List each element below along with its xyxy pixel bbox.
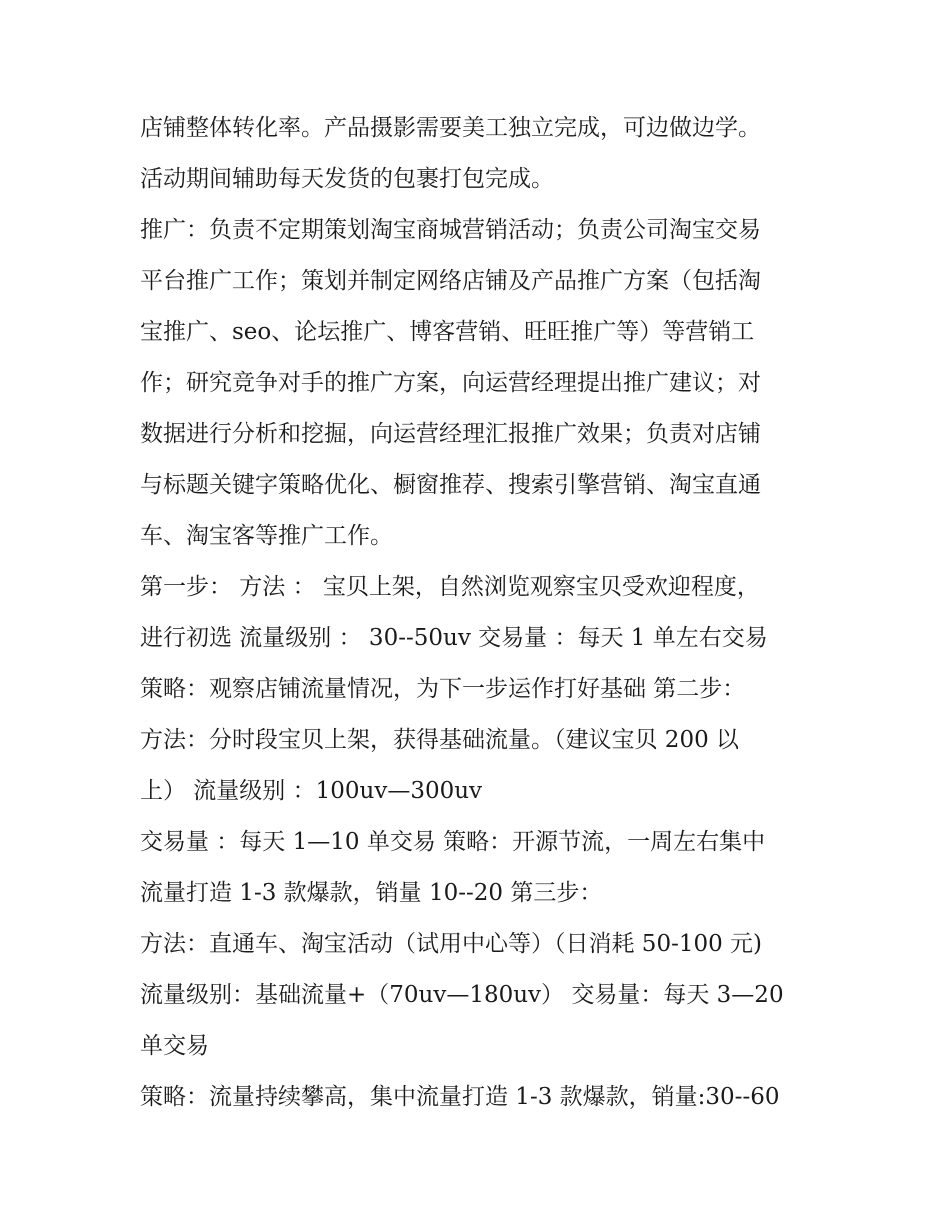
text-line: 进行初选 流量级别 ： 30--50uv 交易量 ：每天 1 单左右交易 <box>140 625 768 651</box>
text-line: 方法：分时段宝贝上架，获得基础流量。（建议宝贝 200 以 <box>140 727 740 753</box>
text-line: 宝推广、seo、论坛推广、博客营销、旺旺推广等）等营销工 <box>140 319 755 345</box>
text-line: 流量打造 1-3 款爆款，销量 10--20 第三步： <box>140 880 603 906</box>
text-line: 上） 流量级别 ：100uv—300uv <box>140 778 483 804</box>
text-line: 策略：观察店铺流量情况，为下一步运作打好基础 第二步： <box>140 676 746 702</box>
text-line: 单交易 <box>140 1033 209 1059</box>
text-line: 第一步： 方法 ： 宝贝上架，自然浏览观察宝贝受欢迎程度， <box>140 574 760 600</box>
text-line: 策略：流量持续攀高，集中流量打造 1-3 款爆款，销量:30--60 <box>140 1084 780 1110</box>
text-line: 平台推广工作；策划并制定网络店铺及产品推广方案（包括淘 <box>140 268 761 294</box>
text-line: 方法：直通车、淘宝活动（试用中心等）（日消耗 50-100 元) <box>140 931 763 957</box>
text-line: 车、淘宝客等推广工作。 <box>140 523 393 549</box>
text-line: 与标题关键字策略优化、橱窗推荐、搜索引擎营销、淘宝直通 <box>140 472 761 498</box>
text-line: 店铺整体转化率。产品摄影需要美工独立完成，可边做边学。 <box>140 115 761 141</box>
text-line: 流量级别：基础流量+（70uv—180uv） 交易量：每天 3—20 <box>140 982 784 1008</box>
body-text <box>140 103 830 1123</box>
text-line: 数据进行分析和挖掘，向运营经理汇报推广效果；负责对店铺 <box>140 421 761 447</box>
text-line: 推广：负责不定期策划淘宝商城营销活动；负责公司淘宝交易 <box>140 217 761 243</box>
text-line: 作；研究竞争对手的推广方案，向运营经理提出推广建议；对 <box>140 370 761 396</box>
text-line: 交易量 ：每天 1—10 单交易 策略：开源节流，一周左右集中 <box>140 829 766 855</box>
text-line: 活动期间辅助每天发货的包裹打包完成。 <box>140 166 554 192</box>
